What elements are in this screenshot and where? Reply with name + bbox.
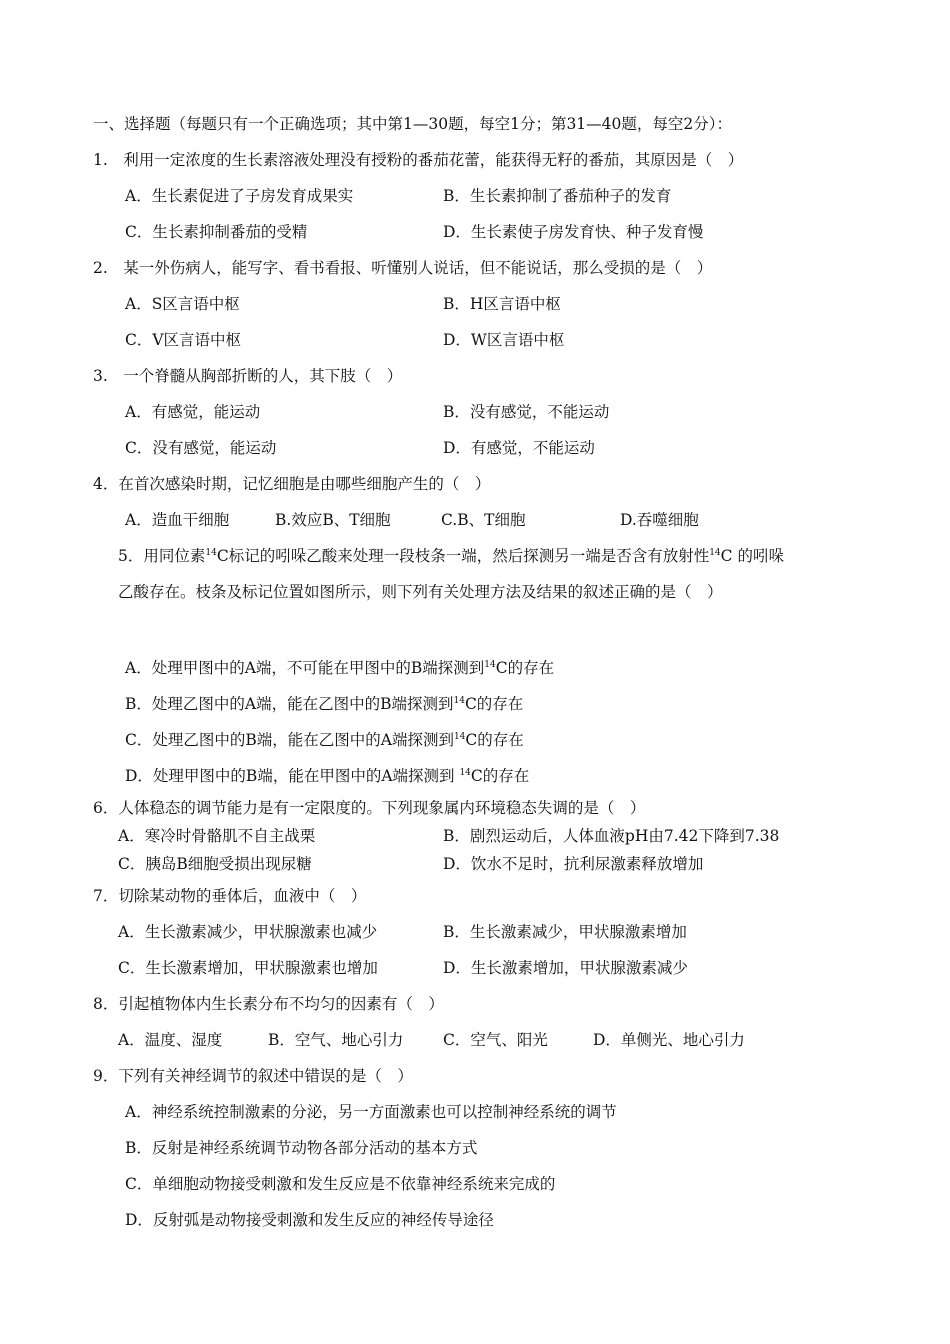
question-5-stem-line1 [118,546,784,566]
question-6-option-c: C．胰岛B细胞受损出现尿糖 [118,855,312,873]
question-5-stem-line2: 乙酸存在。枝条及标记位置如图所示，则下列有关处理方法及结果的叙述正确的是（ ） [118,583,723,601]
isotope-superscript: 14 [459,768,471,778]
question-9-option-c: C．单细胞动物接受刺激和发生反应是不依靠神经系统来完成的 [125,1175,556,1193]
isotope-superscript: 14 [484,660,496,670]
option-text: C．处理乙图中的B端，能在乙图中的A端探测到 [125,731,454,749]
option-text: C的存在 [470,767,530,785]
question-6-option-a: A．寒冷时骨骼肌不自主战栗 [118,827,316,845]
option-text: C的存在 [465,731,524,749]
isotope-superscript: 14 [453,732,466,742]
question-5-option-c [125,730,524,750]
question-4-option-a: A．造血干细胞 [125,511,230,529]
option-text: D．处理甲图中的B端，能在甲图中的A端探测到 [125,767,460,785]
question-2-option-a: A．S区言语中枢 [125,295,240,313]
question-5-option-a [125,658,554,678]
question-7-option-b: B．生长激素减少，甲状腺激素增加 [443,923,687,941]
question-1-option-b: B．生长素抑制了番茄种子的发育 [443,187,672,205]
question-1-option-a: A．生长素促进了子房发育成果实 [125,187,354,205]
q5-stem-part-c: C 的吲哚 [720,547,784,565]
isotope-superscript: 14 [205,548,217,558]
section-header: 一、选择题（每题只有一个正确选项；其中第1—30题，每空1分；第31—40题，每空2分）： [93,115,733,133]
option-text: A．处理甲图中的A端，不可能在甲图中的B端探测到 [125,659,485,677]
question-1-stem: 1. 利用一定浓度的生长素溶液处理没有授粉的番茄花蕾，能获得无籽的番茄，其原因是（ ） [93,151,744,169]
question-8-option-c: C．空气、阳光 [443,1031,548,1049]
question-4-stem: 4．在首次感染时期，记忆细胞是由哪些细胞产生的（ ） [93,475,491,493]
question-9-option-d: D．反射弧是动物接受刺激和发生反应的神经传导途径 [125,1211,494,1229]
question-7-stem: 7．切除某动物的垂体后，血液中（ ） [93,887,367,905]
question-2-option-d: D．W区言语中枢 [443,331,565,349]
question-9-option-a: A．神经系统控制激素的分泌，另一方面激素也可以控制神经系统的调节 [125,1103,617,1121]
q5-stem-part-a: 5．用同位素 [118,547,206,565]
question-5-option-d [125,766,529,786]
question-3-option-a: A．有感觉，能运动 [125,403,261,421]
question-1-option-d: D．生长素使子房发育快、种子发育慢 [443,223,704,241]
question-9-option-b: B．反射是神经系统调节动物各部分活动的基本方式 [125,1139,478,1157]
question-8-option-d: D．单侧光、地心引力 [593,1031,745,1049]
question-5-option-b [125,694,523,714]
question-3-stem: 3. 一个脊髓从胸部折断的人，其下肢（ ） [93,367,403,385]
question-1-option-c: C．生长素抑制番茄的受精 [125,223,308,241]
question-3-option-d: D．有感觉，不能运动 [443,439,595,457]
question-4-option-b: B.效应B、T细胞 [275,511,391,529]
q5-stem-part-b: C标记的吲哚乙酸来处理一段枝条一端，然后探测另一端是否含有放射性 [216,547,710,565]
question-2-option-b: B．H区言语中枢 [443,295,561,313]
question-4-option-c: C.B、T细胞 [441,511,526,529]
question-8-option-b: B．空气、地心引力 [268,1031,404,1049]
question-7-option-c: C．生长激素增加，甲状腺激素也增加 [118,959,378,977]
isotope-superscript: 14 [709,548,721,558]
question-9-stem: 9．下列有关神经调节的叙述中错误的是（ ） [93,1067,413,1085]
option-text: C的存在 [464,695,524,713]
question-8-stem: 8．引起植物体内生长素分布不均匀的因素有（ ） [93,995,444,1013]
question-2-stem: 2. 某一外伤病人，能写字、看书看报、听懂别人说话，但不能说话，那么受损的是（ ） [93,259,713,277]
question-8-option-a: A．温度、湿度 [118,1031,223,1049]
question-4-option-d: D.吞噬细胞 [620,511,699,529]
question-3-option-c: C．没有感觉，能运动 [125,439,277,457]
question-7-option-d: D．生长激素增加，甲状腺激素减少 [443,959,688,977]
question-3-option-b: B．没有感觉，不能运动 [443,403,610,421]
option-text: C的存在 [495,659,555,677]
option-text: B．处理乙图中的A端，能在乙图中的B端探测到 [125,695,454,713]
question-6-option-b: B．剧烈运动后，人体血液pH由7.42下降到7.38 [443,827,780,845]
question-6-option-d: D．饮水不足时，抗利尿激素释放增加 [443,855,704,873]
question-7-option-a: A．生长激素减少，甲状腺激素也减少 [118,923,378,941]
question-6-stem: 6．人体稳态的调节能力是有一定限度的。下列现象属内环境稳态失调的是（ ） [93,799,646,817]
question-2-option-c: C．V区言语中枢 [125,331,242,349]
isotope-superscript: 14 [453,696,465,706]
